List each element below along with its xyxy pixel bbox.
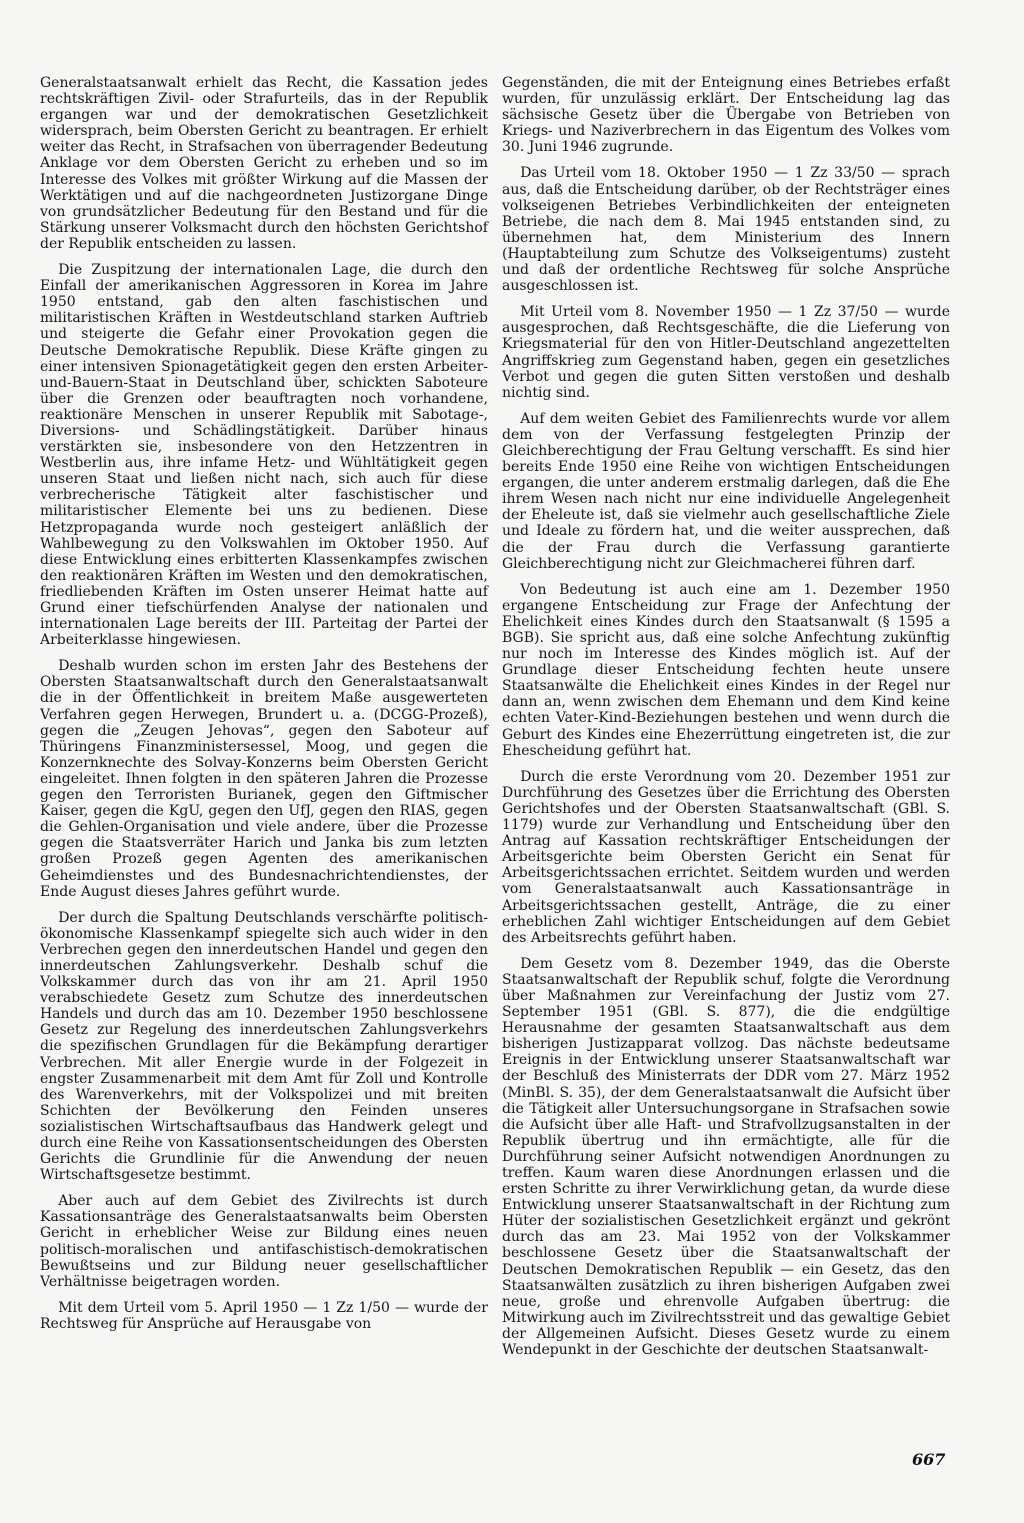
paragraph: Durch die erste Verordnung vom 20. Dezember 1951 zur Durchführung des Gesetzes über die Errichtung des Obersten Gerichtshofes und der Obersten Staatsanwaltschaft (GBl. S. 1179) wurde zur Verhandlung und Entscheidung über den Antrag auf Kassation rechtskräftiger Entscheidungen der Arbeitsgerichte beim Obersten Gericht ein Senat für Arbeitsgerichtssachen errichtet. Seitdem wurden und werden vom Generalstaatsanwalt auch Kassationsanträge in Arbeitsgerichtssachen gestellt, Anträge, die zu einer erheblichen Zahl wichtiger Entscheidungen auf dem Gebiet des Arbeitsrechts geführt haben.	[502, 768, 950, 946]
paragraph: Deshalb wurden schon im ersten Jahr des Bestehens der Obersten Staatsanwaltschaft durch den Generalstaatsanwalt die in der Öffentlichkeit in breitem Maße ausgewerteten Verfahren gegen Herwegen, Brundert u. a. (DCGG-Prozeß), gegen die „Zeugen Jehovas“, gegen den Saboteur auf Thüringens Finanzministersessel, Moog, und gegen die Konzernknechte des Solvay-Konzerns beim Obersten Gericht eingeleitet. Ihnen folgten in den späteren Jahren die Prozesse gegen den Terroristen Burianek, gegen den Giftmischer Kaiser, gegen die KgU, gegen den UfJ, gegen den RIAS, gegen die Gehlen-Organisation und viele andere, über die Prozesse gegen die Staatsverräter Harich und Janka bis zum letzten großen Prozeß gegen Agenten des amerikanischen Geheimdienstes und des Bundesnachrichtendienstes, der Ende August dieses Jahres geführt wurde.	[40, 658, 488, 900]
paragraph: Auf dem weiten Gebiet des Familienrechts wurde vor allem dem von der Verfassung festgelegten Prinzip der Gleichberechtigung der Frau Geltung verschafft. Es sind hier bereits Ende 1950 eine Reihe von wichtigen Entscheidungen ergangen, die unter anderem erstmalig darlegen, daß die Ehe ihrem Wesen nach nicht nur eine individuelle Angelegenheit der Eheleute ist, daß sie vielmehr auch gesellschaftliche Ziele und Ideale zu fördern hat, und die weiter aussprechen, daß die der Frau durch die Verfassung garantierte Gleichberechtigung nicht zur Gleichmacherei führen darf.	[502, 410, 950, 572]
paragraph: Von Bedeutung ist auch eine am 1. Dezember 1950 ergangene Entscheidung zur Frage der Anfechtung der Ehelichkeit eines Kindes durch den Staatsanwalt (§ 1595 a BGB). Sie spricht aus, daß eine solche Anfechtung zukünftig nur noch im Interesse des Kindes möglich ist. Auf der Grundlage dieser Entscheidung fechten heute unsere Staatsanwälte die Ehelichkeit eines Kindes in der Regel nur dann an, wenn zwischen dem Ehemann und dem Kind keine echten Vater-Kind-Beziehungen bestehen und wenn durch die Geburt des Kindes eine Ehezerrüttung eingetreten ist, die zur Ehescheidung geführt hat.	[502, 581, 950, 759]
right-column	[502, 75, 950, 1358]
left-column	[40, 75, 488, 1332]
paragraph: Generalstaatsanwalt erhielt das Recht, die Kassation jedes rechtskräftigen Zivil- oder Strafurteils, das in der Republik ergangen war und der demokratischen Gesetzlichkeit widersprach, beim Obersten Gericht zu beantragen. Er erhielt weiter das Recht, in Strafsachen von überragender Bedeutung Anklage vor dem Obersten Gericht zu erheben und so im Interesse des Volkes mit größter Wirkung auf die Massen der Werktätigen und auf die nachgeordneten Justizorgane Dinge von grundsätzlicher Bedeutung für den Bestand und für die Stärkung unserer Volksmacht durch den höchsten Gerichtshof der Republik entscheiden zu lassen.	[40, 75, 488, 252]
paragraph: Aber auch auf dem Gebiet des Zivilrechts ist durch Kassationsanträge des Generalstaatsanwalts beim Obersten Gericht in erheblicher Weise zur Bildung eines neuen politisch-moralischen und antifaschistisch-demokratischen Bewußtseins und zur Bildung neuer gesellschaftlicher Verhältnisse beigetragen worden.	[40, 1193, 488, 1290]
page-number: 667	[912, 1450, 946, 1469]
paragraph: Gegenständen, die mit der Enteignung eines Betriebes erfaßt wurden, für unzulässig erklärt. Der Entscheidung lag das sächsische Gesetz über die Übergabe von Betrieben von Kriegs- und Naziverbrechern in das Eigentum des Volkes vom 30. Juni 1946 zugrunde.	[502, 75, 950, 156]
paragraph: Der durch die Spaltung Deutschlands verschärfte politisch-ökonomische Klassenkampf spiegelte sich auch wider in den Verbrechen gegen den innerdeutschen Handel und gegen den innerdeutschen Zahlungsverkehr. Deshalb schuf die Volkskammer durch das von ihr am 21. April 1950 verabschiedete Gesetz zum Schutze des innerdeutschen Handels und durch das am 10. Dezember 1950 beschlossene Gesetz zur Regelung des innerdeutschen Zahlungsverkehrs die spezifischen Grundlagen für die Bekämpfung derartiger Verbrechen. Mit aller Energie wurde in der Folgezeit in engster Zusammenarbeit mit dem Amt für Zoll und Kontrolle des Warenverkehrs, mit der Volkspolizei und mit breiten Schichten der Bevölkerung den Feinden unseres sozialistischen Wirtschaftsaufbaus das Handwerk gelegt und durch eine Reihe von Kassationsentscheidungen des Obersten Gerichts die Grundlinie für die Anwendung der neuen Wirtschaftsgesetze bestimmt.	[40, 909, 488, 1184]
paragraph: Mit dem Urteil vom 5. April 1950 — 1 Zz 1/50 — wurde der Rechtsweg für Ansprüche auf Herausgabe von	[40, 1299, 488, 1332]
paragraph: Das Urteil vom 18. Oktober 1950 — 1 Zz 33/50 — sprach aus, daß die Entscheidung darüber, ob der Rechtsträger eines volkseigenen Betriebes Verbindlichkeiten der enteigneten Betriebe, die nach dem 8. Mai 1945 entstanden sind, zu übernehmen hat, dem Ministerium des Innern (Hauptabteilung zum Schutze des Volkseigentums) zusteht und daß der ordentliche Rechtsweg für solche Ansprüche ausgeschlossen ist.	[502, 165, 950, 295]
paragraph: Die Zuspitzung der internationalen Lage, die durch den Einfall der amerikanischen Aggressoren in Korea im Jahre 1950 entstand, gab den alten faschistischen und militaristischen Kräften in Westdeutschland starken Auftrieb und steigerte die Gefahr einer Provokation gegen die Deutsche Demokratische Republik. Diese Kräfte gingen zu einer intensiven Spionagetätigkeit gegen den ersten Arbeiter-und-Bauern-Staat in Deutschland über, schickten Saboteure über die Grenzen oder beauftragten noch vorhandene, reaktionäre Menschen in unserer Republik mit Sabotage-, Diversions- und Schädlingstätigkeit. Darüber hinaus verstärkten sie, insbesondere von den Hetzzentren in Westberlin aus, ihre infame Hetz- und Wühltätigkeit gegen unseren Staat und ließen nicht nach, sich auch für diese verbrecherische Tätigkeit alter faschistischer und militaristischer Elemente bei uns zu bedienen. Diese Hetzpropaganda wurde noch gesteigert anläßlich der Wahlbewegung zu den Volkswahlen im Oktober 1950. Auf diese Entwicklung eines erbitterten Klassenkampfes zwischen den reaktionären Kräften im Westen und den demokratischen, friedliebenden Kräften im Osten unserer Heimat hatte auf Grund einer tiefschürfenden Analyse der nationalen und internationalen Lage bereits der III. Parteitag der Partei der Arbeiterklasse hingewiesen.	[40, 262, 488, 649]
paragraph: Dem Gesetz vom 8. Dezember 1949, das die Oberste Staatsanwaltschaft der Republik schuf, folgte die Verordnung über Maßnahmen zur Vereinfachung der Justiz vom 27. September 1951 (GBl. S. 877), die die endgültige Herausnahme der gesamten Staatsanwaltschaft aus dem bisherigen Justizapparat vollzog. Das nächste bedeutsame Ereignis in der Entwicklung unserer Staatsanwaltschaft war der Beschluß des Ministerrats der DDR vom 27. März 1952 (MinBl. S. 35), der dem Generalstaatsanwalt die Aufsicht über die Tätigkeit aller Untersuchungsorgane in Strafsachen sowie die Aufsicht über alle Haft- und Strafvollzugsanstalten in der Republik übertrug und ihn ermächtigte, alle für die Durchführung seiner Aufsicht notwendigen Anordnungen zu treffen. Kaum waren diese Anordnungen erlassen und die ersten Schritte zu ihrer Verwirklichung getan, da wurde diese Entwicklung unserer Staatsanwaltschaft in der Richtung zum Hüter der sozialistischen Gesetzlichkeit ergänzt und gekrönt durch das am 23. Mai 1952 von der Volkskammer beschlossene Gesetz über die Staatsanwaltschaft der Deutschen Demokratischen Republik — ein Gesetz, das den Staatsanwälten zusätzlich zu ihren bisherigen Aufgaben zwei neue, große und ehrenvolle Aufgaben übertrug: die Mitwirkung auch im Zivilrechtsstreit und das gewaltige Gebiet der Allgemeinen Aufsicht. Dieses Gesetz wurde zu einem Wendepunkt in der Geschichte der deutschen Staatsanwalt-	[502, 955, 950, 1359]
paragraph: Mit Urteil vom 8. November 1950 — 1 Zz 37/50 — wurde ausgesprochen, daß Rechtsgeschäfte, die die Lieferung von Kriegsmaterial für den von Hitler-Deutschland angezettelten Angriffskrieg zum Gegenstand haben, gegen ein gesetzliches Verbot und gegen die guten Sitten verstoßen und deshalb nichtig sind.	[502, 304, 950, 401]
